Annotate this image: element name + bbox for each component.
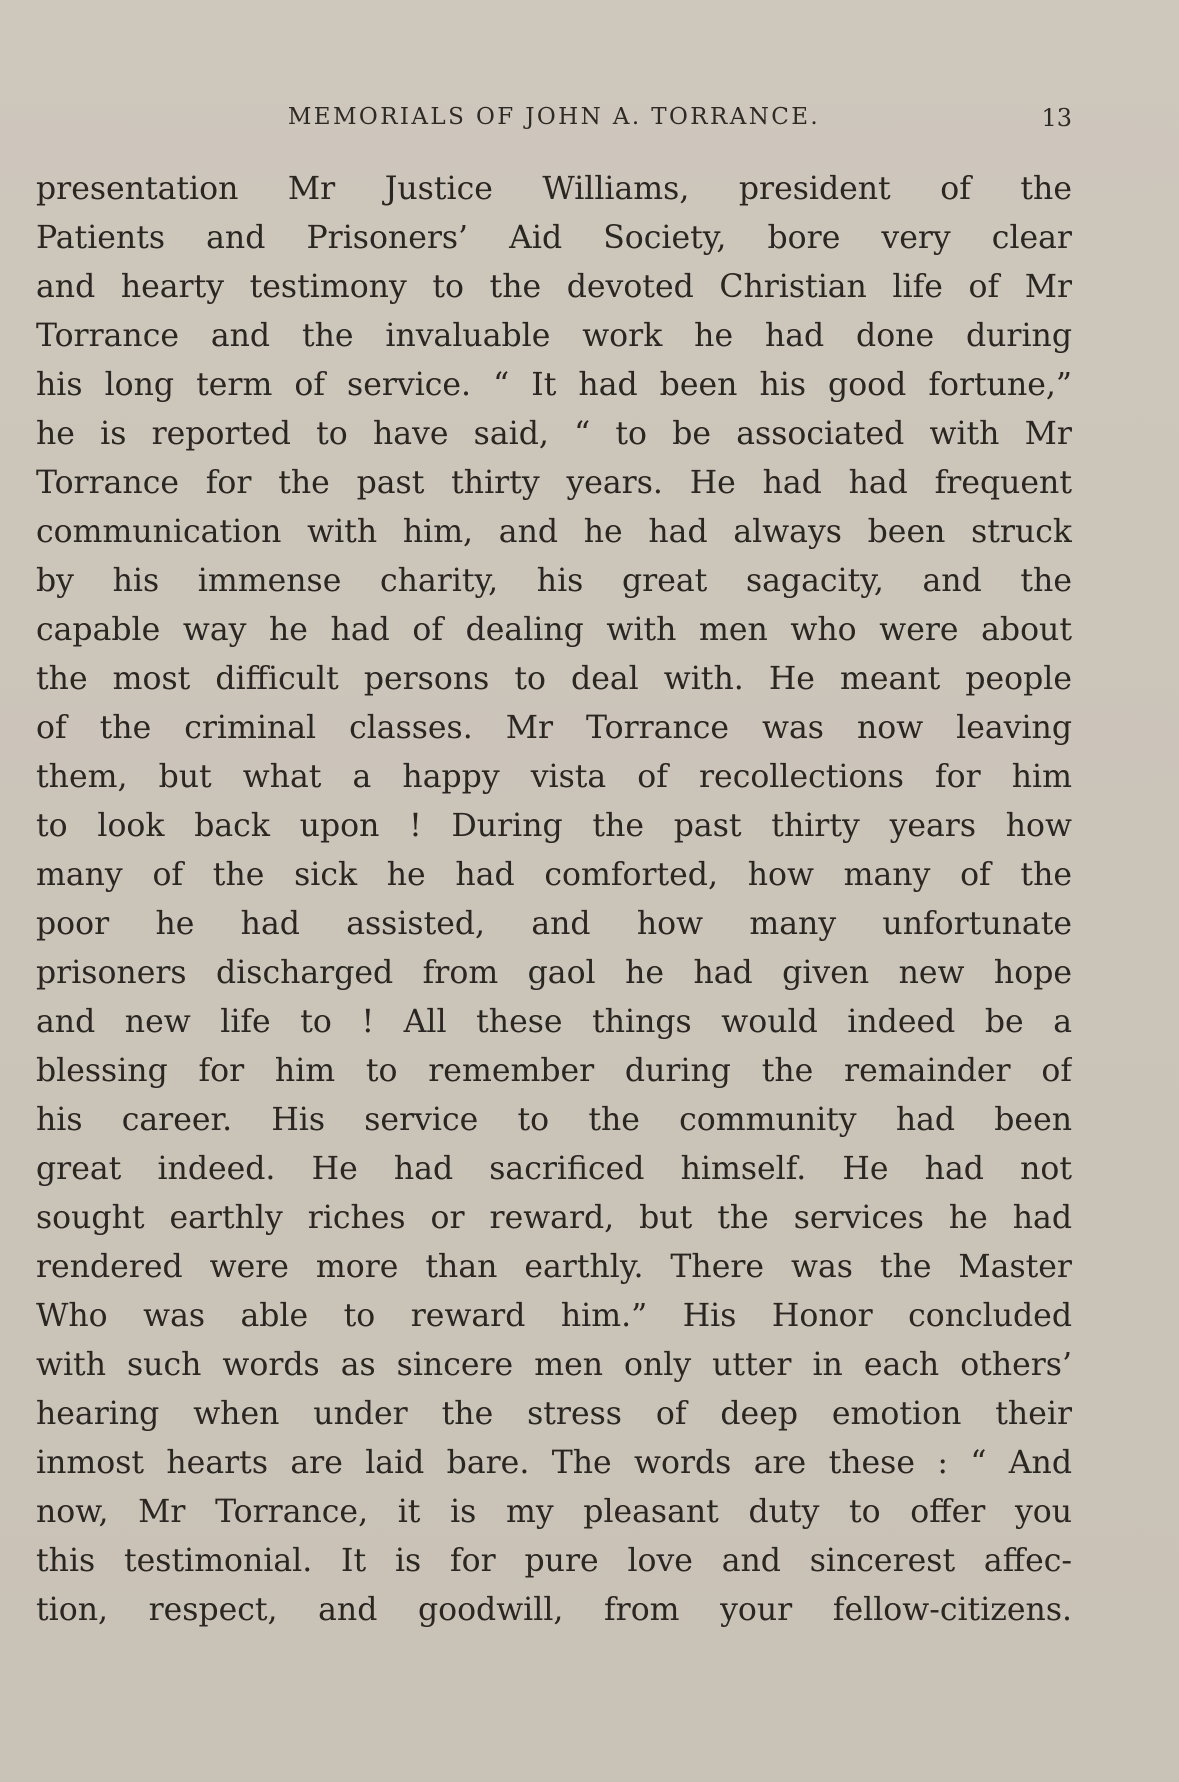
running-title: MEMORIALS OF JOHN A. TORRANCE.	[287, 104, 821, 130]
text-line: prisoners discharged from gaol he had given new hope	[36, 955, 1072, 991]
text-line: and new life to ! All these things would indeed be a	[36, 1004, 1072, 1040]
text-line: Patients and Prisoners’ Aid Society, bore very clear	[36, 220, 1072, 256]
text-line: many of the sick he had comforted, how many of the	[36, 857, 1072, 893]
text-line: by his immense charity, his great sagacity, and the	[36, 563, 1072, 599]
text-line: this testimonial. It is for pure love and sincerest affec-	[36, 1543, 1072, 1579]
text-line: hearing when under the stress of deep emotion their	[36, 1396, 1072, 1432]
text-line: them, but what a happy vista of recollections for him	[36, 759, 1072, 795]
running-head	[36, 104, 1072, 140]
text-line: he is reported to have said, “ to be associated with Mr	[36, 416, 1072, 452]
text-line: presentation Mr Justice Williams, president of the	[36, 171, 1072, 207]
text-line: inmost hearts are laid bare. The words are these : “ And	[36, 1445, 1072, 1481]
text-line: rendered were more than earthly. There was the Master	[36, 1249, 1072, 1285]
text-line: his career. His service to the community had been	[36, 1102, 1072, 1138]
text-line: with such words as sincere men only utter in each others’	[36, 1347, 1072, 1383]
text-line: the most difficult persons to deal with. He meant people	[36, 661, 1072, 697]
text-line: blessing for him to remember during the remainder of	[36, 1053, 1072, 1089]
text-line: and hearty testimony to the devoted Christian life of Mr	[36, 269, 1072, 305]
text-line: capable way he had of dealing with men who were about	[36, 612, 1072, 648]
body-paragraph	[36, 165, 1072, 1635]
text-line: of the criminal classes. Mr Torrance was now leaving	[36, 710, 1072, 746]
text-line: Who was able to reward him.” His Honor concluded	[36, 1298, 1072, 1334]
text-line: now, Mr Torrance, it is my pleasant duty to offer you	[36, 1494, 1072, 1530]
page-number: 13	[1041, 104, 1072, 132]
text-line: Torrance and the invaluable work he had done during	[36, 318, 1072, 354]
text-line: his long term of service. “ It had been his good fortune,”	[36, 367, 1072, 403]
text-line: Torrance for the past thirty years. He had had frequent	[36, 465, 1072, 501]
text-line: great indeed. He had sacrificed himself. He had not	[36, 1151, 1072, 1187]
text-line: to look back upon ! During the past thirty years how	[36, 808, 1072, 844]
text-line: sought earthly riches or reward, but the services he had	[36, 1200, 1072, 1236]
text-line: poor he had assisted, and how many unfortunate	[36, 906, 1072, 942]
text-line: tion, respect, and goodwill, from your fellow-citizens.	[36, 1592, 1072, 1628]
text-line: communication with him, and he had always been struck	[36, 514, 1072, 550]
